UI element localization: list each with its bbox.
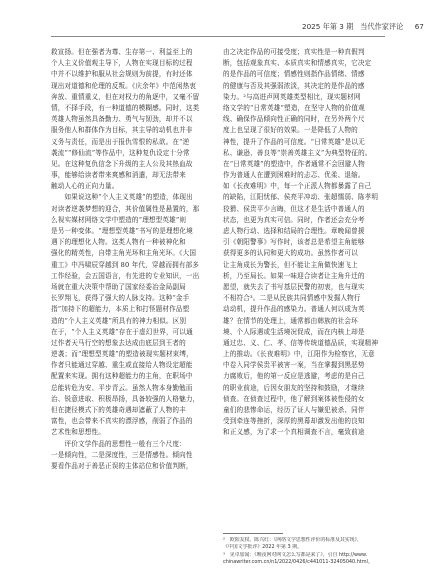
right-column (223, 47, 386, 439)
footnote-line: chinawriter.com.cn/n1/2022/0426/c441011-32405040.html。 (223, 559, 373, 566)
text-line: 境、个人际遇或生活境况促成，而在内核上却是 (223, 327, 365, 336)
text-line: 的健康与否及其强弱浓淡，其决定的是作品的感 (223, 81, 365, 90)
text-line: 由之决定作品的可接受度；真实性是一种真假判 (223, 48, 365, 56)
text-line: 过作者天马行空的想象去达成由底层到王者的 (51, 338, 186, 347)
text-line: 是另一种变体。“理想型英雄”书写的是理想化境 (51, 227, 193, 235)
text-line: 在“日常英雄”的塑造中，作者通常不会回避人物 (223, 159, 365, 168)
text-line: 侦查。在侦查过程中，他了解到案体被性侵的女 (223, 394, 365, 403)
text-line: 受到牵连等挫折，深厚的黑幕却激发出他的良知 (223, 417, 365, 426)
text-line: 要看作品对于善恶正误的主体站位和价值判断， (51, 461, 193, 470)
text-line: 如《长夜难明》中，每一个正派人物都暴露了自己 (223, 182, 372, 191)
text-line: 中卷入同学侯贵平被害一案，当在掌握到黑恶势 (223, 361, 365, 370)
text-line: 情，不择手段，有一种道德的模糊感。同时，这类 (51, 103, 200, 112)
header-rule (51, 36, 385, 37)
text-line: 触动人心的正向力量。 (51, 182, 119, 191)
footnote-line: ² 欧阳友权、陈兴红：《网络文学思想性评价的标准及其实现》， (223, 537, 362, 543)
text-line: 染力。²与高进声网英雄类型相比，现实题材网 (223, 92, 361, 101)
text-line: 作者只能通过穿越、重生或直接给人物设定超能 (51, 361, 193, 370)
text-line: 总能转危为安、平步青云。虽然人物本身勤勉而 (51, 383, 193, 392)
text-line: 袭流”“修仙流”等作品中，这种复仇设定十分常 (51, 148, 190, 157)
text-line: 如果说这种“个人主义英雄”的塑造，体现出 (51, 193, 193, 202)
text-line: 事，能够给读者带来爽感和消遣，却无法带来 (51, 171, 186, 180)
text-line: 通过忠、义、仁、孝、信等传统道德品质，实现精神 (223, 338, 379, 347)
text-line: 和正义感，为了求一个真相调查不言，毫致前途 (223, 428, 365, 437)
running-header (0, 22, 427, 36)
text-line: 虑人物行动、选择和结局的合理性。章晚闻曾援 (223, 227, 365, 235)
text-line: 童们的悲惨命运，经历了证人与嫌犯被杀、同伴 (223, 406, 365, 414)
text-line: 在于，“个人主义英雄”存在于虚幻世界，可以通 (51, 327, 193, 336)
text-line: 雄？在情节的处理上，通常都由韩族的社会环 (223, 316, 358, 325)
text-line: 长罗翔飞，获得了强大的人脉支持。这种“金手 (51, 294, 190, 303)
text-line: 场就在重大决策中帮助了国家经委冶金局副局 (51, 282, 186, 291)
footnotes (223, 537, 386, 567)
text-line: 富性，也会带来不真实的漂浮感，削弱了作品的 (51, 417, 193, 426)
text-line: 指”加持下的超能力，本质上和打怪题材作品塑 (51, 305, 190, 314)
header-text (302, 22, 424, 32)
issue-label: 2025 年第 3 期 (302, 22, 354, 31)
text-line: 逆袭；而“理想型英雄”的塑造被现实题材束缚， (51, 350, 193, 359)
text-line: 现出对道德和伦理的反叛。《庆余年》中范闲热衷 (51, 81, 197, 90)
text-line: 度上也呈现了很好的效果。一是降低了人物的 (223, 126, 358, 135)
footnote-line: ³ 见卓加闻：《晚夜网对网文怎么写都是来了》，引自 http://www. (223, 551, 368, 558)
journal-name: 当代作家评论 (360, 22, 404, 31)
text-line: 的职业前途，后因女朋友的坚持和鼓励，才继续 (223, 383, 365, 392)
text-line: 配置来实现。拥有这种超能力的主角，在职场中 (51, 372, 193, 381)
text-line: 艺术性和思想性。 (51, 428, 105, 437)
text-line: 遇下的理想化人物。这类人物有一种被神化和 (51, 238, 186, 247)
text-line: 评价文学作品的思想性一般有三个尺度： (51, 439, 186, 448)
text-line: 的是作品的可信度；情感性则指作品情绪、情感 (223, 70, 365, 79)
text-line: 对读者逆袭梦想的迎合，其价值属性是悬置的，那 (51, 204, 200, 213)
text-line: 狡猾、侯贵平少言晦，但这才是生活中普通人的 (223, 204, 365, 213)
footnote-rule (223, 533, 283, 534)
text-line: 英雄人物虽然具备勤力、勇气与韧劲，却并不以 (51, 115, 193, 124)
text-line: 重工》中冯啸辰穿越到 80 年代，穿越而拥有部多 (51, 260, 200, 269)
text-line: 的缺陷，江阳忧郁、侯亮平冲动、张超懦弱、陈孝明 (223, 193, 379, 202)
text-line: 奔放、重情重义，但在对权力的角逐中，又毫不留 (51, 92, 200, 101)
text-line: 义务与责任，而是出于报仇雪恨的私欲。在“逆 (51, 137, 190, 146)
text-line: 救宣扬。但在强者为尊、生存第一、利益至上的 (51, 48, 193, 56)
text-line: 状态，也更为真实可信。同时，作者还会充分考 (223, 215, 365, 224)
text-line: 一是倾向性，二是深度性，三是情感性。倾向性 (51, 450, 193, 459)
footnote-line: 《中国文学批评》2022 年第 3 期。 (223, 544, 302, 551)
text-line: 么视实媒材网络文学中塑造的“理想型英雄”则 (51, 215, 187, 224)
page-number: 67 (414, 22, 424, 31)
text-line: 作为普通人在遭到困难时的忐忑、优柔、退缩。 (223, 171, 365, 180)
text-line: 中并不以维护和服从社会规则为前提，有时还体 (51, 70, 193, 79)
text-line: 造的“个人主义英雄”所具有的神力相似。区别 (51, 316, 187, 325)
text-line: 动动机，提升作品的感染力。普通人何以成为英 (223, 305, 365, 314)
text-line: 工作经验，会五国语言，有先进的专业知识，一出 (51, 271, 200, 280)
left-column (51, 47, 214, 472)
text-line: 神性，提升了作品的可信度。“日常英雄”是以无 (223, 137, 365, 146)
text-line: 力腐败后，他的第一反应是逃避，考虑的是自己 (223, 372, 365, 381)
text-line: 引《朝阳警事》写作时，该者总是希望主角能够 (223, 238, 365, 247)
text-line: 愿望，就失去了书写基层民警的初衷，也与现实 (223, 282, 365, 291)
text-line: 析，乃至局长。如果一味迎合读者让主角升迁的 (223, 271, 365, 280)
text-line: 强化的精英性，自带主角光环和主角光环。《大国 (51, 249, 197, 258)
text-line: 个人主义价值观主导下，人物在实现目标的过程 (51, 59, 193, 68)
text-line: 上的推动。《长夜难明》中，江阳作为检察官，无意 (223, 350, 375, 359)
text-line: 不相符合³。二是从民族共同情感中发掘人物行 (223, 294, 361, 303)
text-line: 但在捷径模式下的英雄奇遇却遮蔽了人物的丰 (51, 406, 186, 414)
text-line: 治、锐意进取、积极昂扬，具备较强的人格魅力， (51, 394, 200, 403)
text-line: 线、确保作品倾向性正确的同时，在另外两个尺 (223, 115, 365, 124)
text-line: 让主角成长为警长，但不能让主角做快速飞上 (223, 260, 358, 269)
text-line: 见。在这种复仇信念下升级的主人公及其热血故 (51, 159, 193, 168)
text-line: 服务他人和群体作为目标，其主导的动机也并非 (51, 126, 193, 135)
text-line: 获得更多的认同和更大的成功。虽然作者可以 (223, 249, 358, 258)
text-line: 络文学的“日常英雄”塑造，在坚守人物的价值观 (223, 103, 365, 112)
text-line: 私、谦逊、善良等“崇善英雄主义”为典型特征的。 (223, 148, 372, 157)
text-line: 断，包括观象真实、本质真实和情感真实，它决定 (223, 59, 372, 68)
